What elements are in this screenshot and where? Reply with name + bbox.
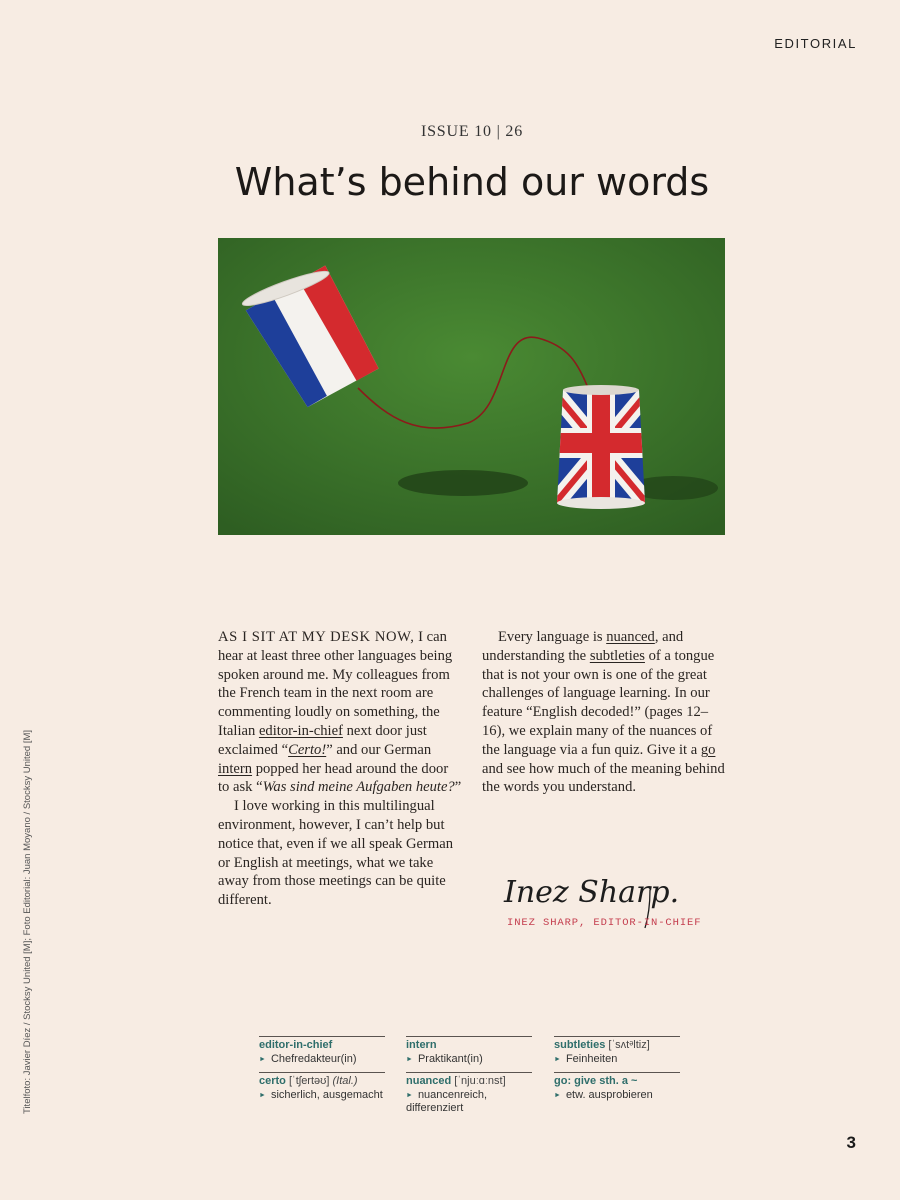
glossary-column-3 <box>554 1036 680 1108</box>
glossary-column-1 <box>259 1036 385 1108</box>
phonetic: [ˈtʃertəʊ] <box>288 1075 330 1087</box>
page-title: What’s behind our words <box>234 160 710 204</box>
term: certo <box>259 1075 286 1087</box>
gloss-link-intern: intern <box>218 760 253 777</box>
paragraph-1 <box>218 628 463 797</box>
glossary-translation: ► sicherlich, ausgemacht <box>259 1089 385 1103</box>
photo-credits: Titelfoto: Javier Díez / Stocksy United [M]; Foto Editorial: Juan Moyano / Stocksy United [M] <box>22 729 33 1114</box>
glossary-translation: ► etw. ausprobieren <box>554 1089 680 1103</box>
phonetic: [ˈnjuːɑːnst] <box>454 1075 506 1087</box>
text: of a tongue that is not your own is one of the great challenges of language learning. In our feature “English decoded!” (pages 12–16), we explain many of the nuances of the language via a fun quiz. Give it a <box>482 647 715 758</box>
text: ” <box>454 779 462 796</box>
glossary-translation: ► Feinheiten <box>554 1053 680 1067</box>
term: editor-in-chief <box>259 1039 333 1051</box>
glossary-entry <box>554 1036 680 1066</box>
phonetic: [ˈsʌtᵊltiz] <box>608 1039 650 1051</box>
glossary-entry <box>259 1072 385 1102</box>
article-column-2 <box>482 628 727 797</box>
term: intern <box>406 1039 437 1051</box>
glossary-term <box>554 1075 680 1089</box>
cup-telephone-photo <box>218 238 725 535</box>
gloss-link-editor-in-chief: editor-in-chief <box>258 722 343 739</box>
section-label: EDITORIAL <box>774 36 857 51</box>
term: go: give sth. a ~ <box>554 1075 638 1087</box>
paragraph-2: I love working in this multilingual environment, however, I can’t help but notice that, even if we all speak German or English at meetings, what we take away from those meetings can be quite different. <box>218 798 454 909</box>
language-note: (Ital.) <box>332 1075 358 1087</box>
signature-text: Inez Sharp. <box>504 875 680 910</box>
issue-number: ISSUE 10 | 26 <box>420 123 524 140</box>
text: next door just exclaimed “ <box>218 722 427 758</box>
glossary-translation: ► nuancenreich, differenziert <box>406 1089 532 1116</box>
gloss-link-subtleties: subtleties <box>589 647 645 664</box>
text: popped her head around the door to ask “ <box>218 760 449 796</box>
glossary-column-2 <box>406 1036 532 1122</box>
text: , and understanding the <box>482 629 684 664</box>
gloss-link-nuanced: nuanced <box>606 629 655 645</box>
text: Every language is <box>498 629 607 645</box>
glossary-entry <box>406 1036 532 1066</box>
glossary-entry <box>259 1036 385 1066</box>
glossary-entry <box>554 1072 680 1102</box>
glossary-term <box>406 1039 532 1053</box>
gloss-link-go: go <box>700 741 716 758</box>
paragraph-3 <box>482 628 727 797</box>
quote-german: Was sind meine Aufgaben heute? <box>262 779 455 796</box>
glossary-translation: ► Chefredakteur(in) <box>259 1053 385 1067</box>
text: ” and our German <box>326 741 432 758</box>
lead-in: AS I SIT AT MY DESK NOW, <box>218 629 415 645</box>
glossary-translation: ► Praktikant(in) <box>406 1053 532 1067</box>
glossary-term <box>406 1075 532 1089</box>
text: I can hear at least three other languages being spoken around me. My colleagues from the French team in the next room are commenting loudly on something, the Italian <box>218 629 453 739</box>
page-number: 3 <box>846 1133 856 1152</box>
glossary-term <box>554 1039 680 1053</box>
article-column-1 <box>218 628 463 910</box>
signature-caption: INEZ SHARP, EDITOR-IN-CHIEF <box>507 917 702 929</box>
glossary-term <box>259 1039 385 1053</box>
term: nuanced <box>406 1075 452 1087</box>
glossary-entry <box>406 1072 532 1116</box>
gloss-link-certo: Certo! <box>288 741 327 758</box>
term: subtleties <box>554 1039 606 1051</box>
glossary-term <box>259 1075 385 1089</box>
text: and see how much of the meaning behind the words you understand. <box>482 760 725 796</box>
